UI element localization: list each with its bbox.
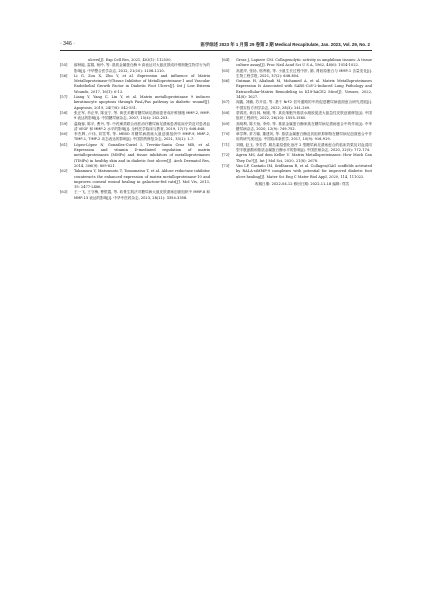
reference-text: Li G, Zou X, Zhu Y, et al. Expression and influence of Matrix Metalloproteinase-9/Tissue Inhibitor of Metalloproteinase-1 and Vascular Endothelial Growth Factor in Diabetic Foot Ulcers[J]. Int J Low Extrem Wounds, 2017, 16(1): 6-13. [74, 73, 210, 94]
reference-text: Van LP, Castaño IM, Sridharan R, et al. Collagen/GAG scaffolds activated by RALA-siMMP-9 complexes with potential for improved diabetic foot ulcer healing[J]. Mater Sci Eng C Mater Biol Appl, 2020, 114, 111022. [236, 163, 372, 179]
page-number: · 346 · [60, 40, 75, 47]
running-header [60, 38, 370, 50]
reference-column-left [60, 58, 210, 201]
reference-number: [72] [222, 153, 230, 158]
reference-text: López-López N, González-Curiel I, Treviño-Santa Cruz MB, et al. Expression and vitamin D-mediated regulation of matrix metalloproteinases (MMPs) and tissue inhibitors of metalloproteinases (TIMPs) in healthy skin and in diabetic foot ulcers[J]. Arch Dermatol Res, 2014, 306(9): 809-821. [74, 142, 210, 168]
reference-number: [70] [222, 132, 230, 137]
reference-text: 薛种能, 雷娟, 杨玲, 等. 基质金属蛋白酶 9 高表达对大鼠皮肤成纤维细胞生物学行为的影响[J]. 中华整合医学杂志, 2012, 21(10): 1106-1110. [74, 63, 210, 73]
reference-item [222, 132, 372, 143]
reference-number: [69] [222, 121, 230, 126]
reference-item [60, 143, 210, 169]
reference-number: [61] [60, 142, 68, 147]
reference-text: 李杰辉, 卢伟, 刘雪琴, 等. MEBO 对糖尿病溃疡大鼠创面组织中 MMP-9, MMP-2, TIMP-1, TIMP-2 动态表达的影响[J]. 中国损伤修复杂志, 2021, 33(1): 1-7. [74, 132, 210, 142]
reference-text: 刘刚, 赵玉, 李芳君. 胰岛素泵强化治疗 2 型糖尿病足溃疡愈合的临床效果及对血清同型半胱氨酸和基质金属蛋白酶水平的影响[J]. 中国医师杂志, 2020, 22(5): 772-774. [236, 142, 372, 153]
reference-text: ulcers[J]. Exp Cell Res, 2021, 403(1): 112550. [88, 58, 172, 62]
reference-number: [73] [222, 163, 230, 168]
reference-text: Gross J, Lapiere CM. Collagenolytic activity in amphibian tissues: A tissue culture assay[J]. Proc Natl Acad Sci U S A, 1962, 48(6): 1014-1022. [236, 58, 372, 68]
reference-item [60, 74, 210, 95]
reference-number: [68] [222, 110, 230, 115]
reference-item [222, 79, 372, 100]
reference-item [60, 190, 210, 201]
reference-item [222, 58, 372, 69]
reference-number: [62] [60, 169, 68, 174]
reference-column-right [222, 58, 372, 187]
reference-item [60, 132, 210, 143]
reference-text: Takamura Y, Matsumoto T, Tomomatsu T, et al. Aldose reductase inhibitor counteracts the enhanced expression of matrix metalloproteinase-10 and improves corneal wound healing in galactose-fed rats[J]. Mol Vis, 2013, 19: 2477-2486. [74, 169, 210, 190]
reference-number: [60] [60, 132, 68, 137]
reference-number: [59] [60, 121, 68, 126]
reference-text: 温晓蓉, 陈平, 曹丹, 等. 中药熏蒸联合西医治疗糖尿病足溃疡患者临床疗效及对患者血清 VEGF 和 MMP-2 水平的影响[J]. 全科医学临床与教育, 2019, 17(7): 646-648. [74, 121, 210, 131]
reference-text: 张正军, 肖正华, 陈亚宁, 等. 黄芪多糖对糖尿病足溃疡患者成纤维细胞 MMP-2, MMP-9 表达的影响[J]. 中国糖尿病杂志, 2007, 15(4): 202-203. [74, 110, 210, 121]
reference-item [60, 169, 210, 190]
reference-item [222, 122, 372, 133]
reference-number: [55] [60, 63, 68, 68]
reference-item [222, 164, 372, 180]
reference-item [60, 63, 210, 74]
reference-item [222, 153, 372, 164]
reference-number: [64] [222, 58, 230, 62]
reference-number: [65] [222, 68, 230, 73]
reference-text: 蒙鸿亮, 黄自林, 杨刚, 等. 真皮细胞外基质水凝胶促进大鼠急性皮肤创面修复[J]. 中国组织工程研究, 2022, 26(10): 1555-1560. [236, 110, 372, 121]
journal-citation-header: 医学综述 2023 年 1 月第 29 卷第 2 期 Medical Recapitulate, Jan. 2023, Vol. 29, No. 2 [200, 41, 370, 47]
reference-number: [67] [222, 100, 230, 105]
reference-number: [63] [60, 190, 68, 195]
reference-item [222, 100, 372, 111]
reference-text: 王一飞, 王守梅, 曹银霞, 等. 软膏生肌法对糖尿病大鼠皮肤溃疡创面组织中 MMP-8 和 MMP-13 表达的影响[J]. 中华中医药杂志, 2013, 28(11): 3354-3358. [74, 190, 210, 200]
reference-item [222, 69, 372, 80]
reference-item [222, 143, 372, 154]
reference-number: [56] [60, 73, 68, 78]
reference-text: 高建岸, 张扬, 邢秀敏, 等. 小鼠生长过程中肝, 肺, 肾胶原蛋白与 MMP-1 含量变化[J]. 生物工程学报, 2021, 37(2): 646-654. [236, 68, 372, 78]
header-rule [60, 50, 372, 51]
reference-text: 闻鑫, 刘鹏, 苏开浩, 等. 基于 NrF2 信号通路的中药促进糖尿病创面愈合研究进展[J]. 中国实验方剂学杂志, 2022, 28(3): 241-249. [236, 100, 372, 110]
reference-text: Gutman H, Aliabadi M, Mohamed A, et al. Matrix Metalloproteinases Expression Is Associated with SARS-CoV-2-Induced Lung Pathology and Extracellular-Matrix Remodeling in K18-hACE2 Mice[J]. Viruses, 2022, 14(8): 1627. [236, 79, 372, 100]
received-dates-note: 收稿日期: 2022-04-12 修回日期: 2022-11-18 编辑: 郑雪 [254, 181, 350, 186]
reference-number: [58] [60, 110, 68, 115]
reference-number: [71] [222, 142, 230, 147]
reference-item [60, 95, 210, 111]
reference-item [222, 111, 372, 122]
reference-item [60, 122, 210, 133]
reference-text: 高明利, 陈天怡, 李仲, 等. 基质金属蛋白酶家族在糖尿病足溃疡愈合中的作用[J]. 中华糖尿病杂志, 2020, 12(9): 749-752. [236, 121, 372, 131]
reference-text: Agren MS, Auf dem Keller U. Matrix Metalloproteinases: How Much Can They Do?[J]. Int J Mol Sci, 2020, 21(8): 2678. [236, 153, 372, 163]
reference-text: 章学辉, 常方娜, 董建风, 等. 基质金属蛋白酶及其组织抑制物在糖尿病足创面愈合中作用的研究现况[J]. 中国临床新医学, 2017, 10(9): 916-919. [236, 132, 372, 142]
reference-text: Liang Y, Yang C, Lin Y, et al. Matrix metalloproteinase 9 induces keratinocyte apoptosis through FasL/Fas pathway in diabetic wound[J]. Apoptosis, 2019, 24(7/8): 542-551. [74, 95, 210, 110]
reference-item [60, 111, 210, 122]
reference-number: [57] [60, 95, 68, 100]
reference-number: [66] [222, 79, 230, 84]
